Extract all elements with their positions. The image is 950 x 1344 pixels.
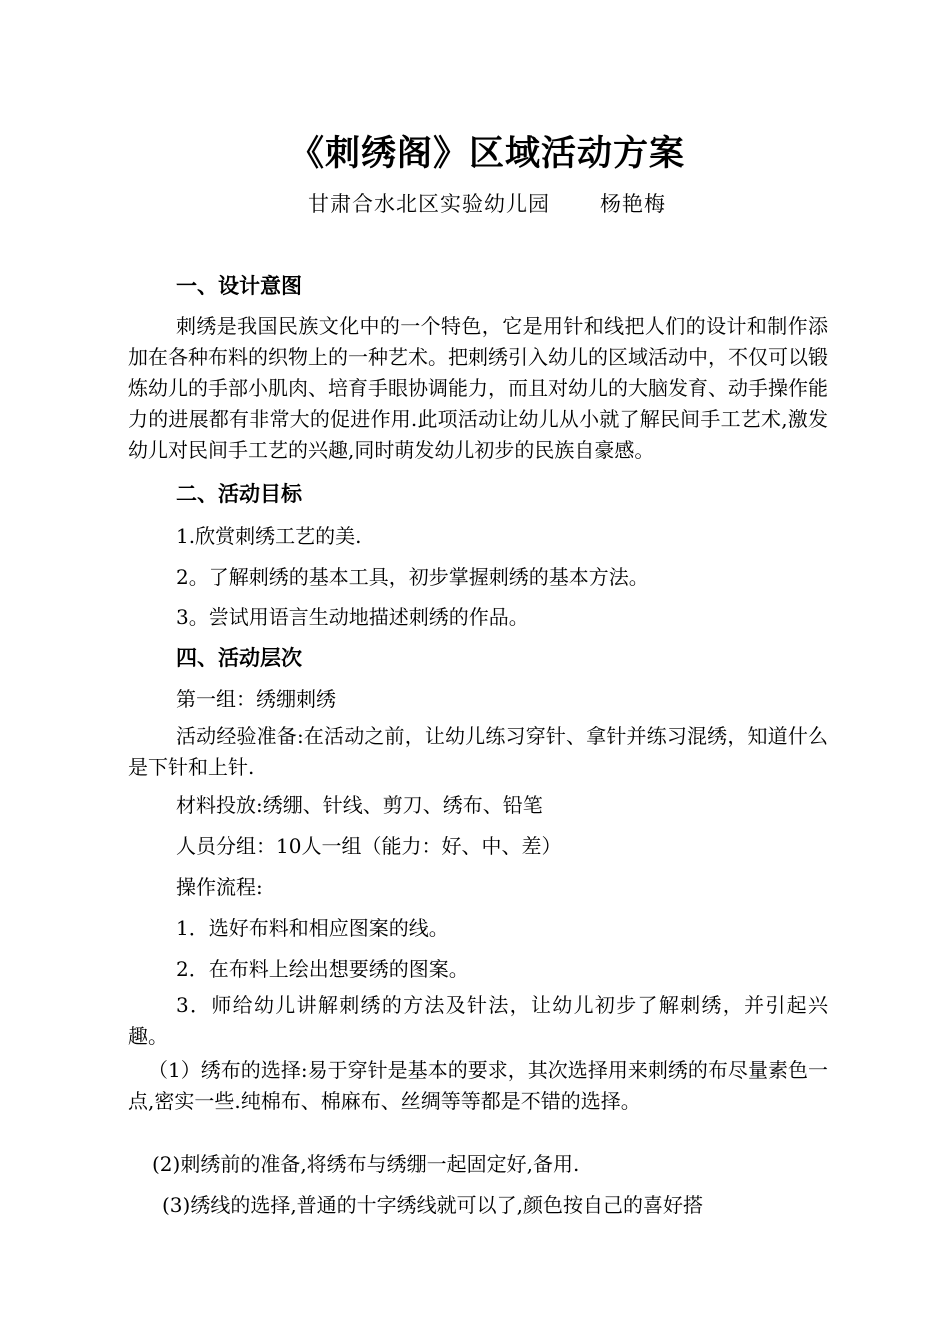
document-title: 《刺绣阁》区域活动方案 bbox=[288, 134, 685, 174]
author-name: 杨艳梅 bbox=[600, 192, 666, 216]
group-title: 第一组：绣绷刺绣 bbox=[176, 687, 336, 711]
grouping-line: 人员分组：10人一组（能力：好、中、差） bbox=[176, 834, 562, 858]
goal-item-3: 3。尝试用语言生动地描述刺绣的作品。 bbox=[176, 605, 529, 629]
heading-goals: 二、活动目标 bbox=[176, 482, 302, 506]
step-3-paragraph: 3．师给幼儿讲解刺绣的方法及针法，让幼儿初步了解刺绣，并引起兴趣。 bbox=[128, 993, 828, 1048]
materials-line: 材料投放:绣绷、针线、剪刀、绣布、铅笔 bbox=[176, 793, 543, 817]
sub-item-1: （1）绣布的选择:易于穿针是基本的要求，其次选择用来刺绣的布尽量素色一点,密实一些.纯棉布、棉麻布、丝绸等等都是不错的选择。 bbox=[128, 1058, 828, 1113]
step-2: 2．在布料上绘出想要绣的图案。 bbox=[176, 957, 469, 981]
design-paragraph: 刺绣是我国民族文化中的一个特色，它是用针和线把人们的设计和制作添加在各种布料的织物上的一种艺术。把刺绣引入幼儿的区域活动中，不仅可以锻炼幼儿的手部小肌肉、培育手眼协调能力，而且对幼儿的大脑发育、动手操作能力的进展都有非常大的促进作用.此项活动让幼儿从小就了解民间手工艺术,激发幼儿对民间手工艺的兴趣,同时萌发幼儿初步的民族自豪感。 bbox=[128, 314, 828, 462]
author-line bbox=[308, 188, 666, 218]
author-school: 甘肃合水北区实验幼儿园 bbox=[308, 192, 550, 216]
prep-paragraph: 活动经验准备:在活动之前，让幼儿练习穿针、拿针并练习混绣，知道什么是下针和上针. bbox=[128, 724, 828, 779]
sub-item-2: (2)刺绣前的准备,将绣布与绣绷一起固定好,备用. bbox=[152, 1152, 580, 1176]
goal-item-2: 2。了解刺绣的基本工具，初步掌握刺绣的基本方法。 bbox=[176, 565, 649, 589]
heading-design: 一、设计意图 bbox=[176, 274, 302, 298]
step-1: 1．选好布料和相应图案的线。 bbox=[176, 916, 449, 940]
sub-item-3: (3)绣线的选择,普通的十字绣线就可以了,颜色按自己的喜好搭 bbox=[162, 1193, 704, 1217]
goal-item-1: 1.欣赏刺绣工艺的美. bbox=[176, 524, 362, 548]
process-label: 操作流程: bbox=[176, 875, 263, 899]
heading-levels: 四、活动层次 bbox=[176, 646, 302, 670]
